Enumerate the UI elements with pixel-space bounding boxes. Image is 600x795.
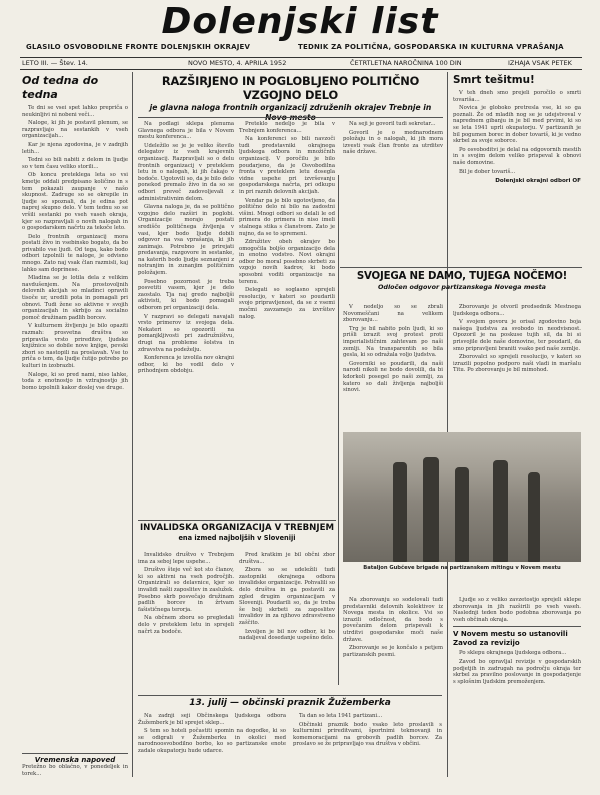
invalidska-title: INVALIDSKA ORGANIZACIJA V TREBNJEM: [139, 523, 334, 533]
paragraph: Po sklepu okrajnega ljudskega odbora...: [459, 650, 567, 657]
paragraph: Preteklo nedeljo je bila v Trebnjem konferenca...: [239, 121, 335, 134]
section-rule: [453, 626, 581, 627]
invalidska-subtitle: ena izmed najboljših v Sloveniji: [178, 534, 296, 542]
photo-caption: Bataljon Gubčeve brigade na partizanskem mitingu v Novem mestu: [363, 565, 561, 571]
section-rule: [138, 695, 442, 696]
invalidska-col-2: Pred kratkim je bil občni zbor društva... Zbora so se udeležili tudi zastopniki okrajnega odbora invalidske organizacije. Pohvalili so delo društva in ga postavili za zgled drugim organizacijam v Sloveniji. Poudarili so, da je treba še bolj skrbeti za zaposlitev invalidov in za njihovo zdravstveno zaščito. Izvoljen je bil nov odbor, ki bo nadaljeval dosedanje uspešno delo.: [239, 552, 335, 642]
main-article-title: RAZŠIRJENO IN POGLOBLJENO POLITIČNO VZGOJNO DELO: [161, 74, 420, 102]
main-article-col-2: Preteklo nedeljo je bila v Trebnjem konferenca... Na konferenci so bili navzoči tudi predstavniki okrajnega ljudskega odbora in množičnih organizacij. V poročilu je bilo poudarjeno, da je Osvobodilna fronta v preteklem letu dosegla vidne uspehe pri izvrševanju gospodarskega načrta, pri odkupu in pri raznih delovnih akcijah. Vendar pa je bilo ugotovljeno, da politično delo ni bilo na zadostni višini. Mnogi odbori so delali le od primera do primera in niso imeli stalnega stika s članstvom. Zato je nujno, da se to spremeni. Združitev obeh okrajev bo omogočila boljšo organizacijo dela in enotno vodstvo. Novi okrajni odbor bo moral posebno skrbeti za vzgojo novih kadrov, ki bodo sposobni voditi organizacije na terenu. Delegati so soglasno sprejeli resolucijo, v kateri so poudarili svojo pripravljenost, da se z vsemi močmi zavzamejo za izvršitev nalog.: [239, 121, 335, 320]
zuzemberk-title: 13. julij — občinski praznik Žužemberka: [189, 698, 391, 708]
zuzemberk-headline-block: [138, 697, 442, 711]
section-rule: [340, 267, 582, 268]
right-top-title: Smrt tešitmu!: [453, 74, 535, 86]
masthead-subtitle-right: TEDNIK ZA POLITIČNA, GOSPODARSKA IN KULTURNA VPRAŠANJA: [298, 43, 564, 51]
issue-place-date: NOVO MESTO, 4. APRILA 1952: [188, 59, 287, 67]
section-rule: [138, 520, 336, 521]
zuzemberk-col-2: Ta dan so leta 1941 partizani... Občinski praznik bodo vsako leto proslavili s kulturnimi prireditvami, športnimi tekmovanji in komemoracijami na grobovih padlih borcev. Za proslavo se že pripravljajo vsa društva v občini.: [293, 713, 442, 748]
issue-info-bar: [20, 57, 582, 70]
main-headline-block: [138, 74, 443, 114]
masthead-subtitle-left: GLASILO OSVOBODILNE FRONTE DOLENJSKIH OKRAJEV: [26, 43, 251, 51]
svojega-col-1: V nedeljo so se zbrali Novomeščani na velikem zborovanju... Trg je bil nabito poln ljudi, ki so prišli izrazit svoj protest proti imperialističnim zahtevam po naši zemlji. Na transparentih so bila gesla, ki so odražala voljo ljudstva. Govorniki so poudarili, da naši narodi nikoli ne bodo dovolili, da bi kdorkoli posegel po naši zemlji, za katero so dali življenja najboljši sinovi.: [343, 304, 443, 394]
invalidska-col-1: Invalidsko društvo v Trebnjem ima za seboj lepe uspehe... Društvo šteje več kot sto članov, ki so aktivni na vseh področjih. Organizirali so delavnice, kjer so invalidi našli zaposlitev in zaslužek. Posebno skrb posvečajo družinam padlih borcev in žrtvam fašističnega terorja. Na občnem zboru so pregledali delo v preteklem letu in sprejeli načrt za bodoče.: [138, 552, 234, 635]
paragraph: Pred kratkim je bil občni zbor društva...: [239, 552, 335, 565]
left-column: [22, 74, 128, 764]
paragraph: Na zadnji seji Občinskega ljudskega odbora Žužemberk je bil sprejet sklep...: [138, 713, 286, 726]
paragraph: Naloge, ki jih je postavil plenum, se razpravljajo na sestankih v vseh organizacijah...: [22, 120, 128, 140]
svojega-subtitle: Odločen odgovor partizanskega Novega mesta: [377, 283, 546, 291]
section-rule: [22, 753, 128, 754]
photo-figure: [423, 457, 439, 562]
paragraph: Zborovanje je otvoril predsednik Mestnega ljudskega odbora...: [453, 304, 581, 317]
zuzemberk-col-1: Na zadnji seji Občinskega ljudskega odbora Žužemberk je bil sprejet sklep... S tem so hoteli počastiti spomin na dogodke, ki so se odigrali v Žužemberku in okolici med narodnoosvobodilno borbo, ko so partizanske enote zadale okupatorju hude udarce.: [138, 713, 286, 754]
svojega-col-2: Zborovanje je otvoril predsednik Mestnega ljudskega odbora... V svojem govoru je orisal zgodovino boja našega ljudstva za svobodo in neodvisnost. Opozoril je na poskuse tujih sil, da bi si prisvojile dele naše domovine, ter poudaril, da smo pripravljeni braniti vsako ped naše zemlje. Zborovalci so sprejeli resolucijo, v kateri so izrazili popolno podporo naši vladi in maršalu Titu. Po zborovanju je bil mimohod.: [453, 304, 581, 374]
svojega-title: SVOJEGA NE DAMO, TUJEGA NOČEMO!: [356, 271, 568, 282]
svojega-headline-block: [343, 270, 581, 302]
section-rule: [138, 117, 443, 118]
main-article-col-1: Na podlagi sklepa plenuma Glavnega odbora je bila v Novem mestu konferenca... Udeležilo se je je veliko število delegatov iz vseh krajevnih organizacij. Razpravljali so o delu frontnih organizacij v preteklem letu in o nalogah, ki jih čakajo v bodoče. Ugotovili so, da je bilo delo ponekod premalo živo in da so se odbori preveč zadovoljevali z administrativnim delom. Glavna naloga je, da se politično vzgojno delo razširi in poglobi. Organizacije morajo postati središče političnega življenja v vasi, kjer bodo ljudje dobili odgovor na vsa vprašanja, ki jih zanimajo. Potrebno je prirejati predavanja, razgovore in sestanke, na katerih bodo ljudje seznanjeni z notranjim in zunanjim političnim položajem. Posebno pozornost je treba posvetiti vasem, kjer je delo zaostalo. Tja naj gredo najboljši aktivisti, ki bodo pomagali odborom pri organizaciji dela. V razpravi so delegati navajali vrsto primerov iz svojega dela. Nekateri so opozorili na pomanjkljivosti pri zadružništvu, drugi na probleme šolstva in zdravstva na podeželju. Konferenca je izvolila nov okrajni odbor, ki bo vodil delo v prihodnjem obdobju.: [138, 121, 234, 375]
photo-figure: [528, 472, 540, 562]
paragraph: Ta dan so leta 1941 partizani...: [299, 713, 383, 719]
left-article-body: Te dni se vsei spet lahko prepriča o neukinljivi ni nobeni veči... Naloge, ki jih je postavil plenum, se razpravljajo na sestankih v vseh organizacijah... Kar je njena zgodovina, je v zadnjih letih... Tedni so bili nabiti z delom in ljudje so v tem času veliko storili... Ob koncu preteklega leta so vsi kmetje oddali predpisano količino in s tem pokazali zaupanje v našo skupnost. Zadruge so se okrepile in ljudje so spoznali, da je edina pot naprej skupno delo. V tem tednu so se vršili sestanki po vseh vaseh okraja, kjer so razpravljali o novih nalogah in o gospodarskem načrtu za tekoče leto. Delo frontnih organizacij mora postati živo in vsebinsko bogato, da bo privabilo vse ljudi. Od tega, kako bodo odbori izpolnili te naloge, je odvisno mnogo. Zato naj vsak član razmisli, kaj lahko sam doprinese. Mladina se je lotila dela z velikim navdušenjem. Na prostovoljnih delovnih akcijah so mladinci opravili tisoče ur, uredili pota in pomagali pri obnovi. Tudi žene so aktivne v svojih organizacijah in skrbijo za socialno pomoč družinam padlih borcev. V kulturnem življenju je bilo opaziti razmah: prosvetna društva so pripravila vrsto prireditev, ljudske knjižnice so dobile nove knjige, pevski zbori so nastopili na proslavah. Vse to priča o tem, da ljudje čutijo potrebo po kulturi in izobrazbi. Naloge, ki so pred nami, niso lahke, toda z enotnostjo in vztrajnostjo jih bomo izpolnili kakor doslej vse druge.: [22, 105, 128, 391]
right-bottom-col-1: Na zborovanju so sodelovali tudi predstavniki delovnih kolektivov iz Novega mesta in okolice. Vsi so izrazili odločnost, da bodo s povečanim delom prispevali k utrditvi gospodarske moči naše države. Zborovanje se je končalo s petjem partizanskih pesmi.: [343, 597, 443, 658]
column-rule: [447, 72, 448, 777]
photo-figure: [393, 462, 407, 562]
main-article-col-3: Na seji je govoril tudi sekretar... Govoril je o mednarodnem položaju in o nalogah, ki jih mora izvesti vsak član fronte za utrditev naše države.: [343, 121, 443, 156]
left-article-title: Od tedna do tedna: [22, 74, 99, 101]
column-rule: [132, 72, 133, 777]
newspaper-title: Dolenjski list: [161, 1, 439, 42]
subscription-price: ČETRTLETNA NAROČNINA 100 DIN: [350, 59, 462, 67]
photo-figure: [493, 460, 508, 562]
main-article-subtitle: je glavna naloga frontnih organizacij združenih okrajev Trebnje in: [149, 103, 432, 112]
photo-figure: [455, 467, 469, 562]
paragraph: Invalidsko društvo v Trebnjem ima za seboj lepe uspehe...: [138, 552, 234, 565]
paragraph: Te dni se vsei spet lahko prepriča o neukinljivi ni nobeni veči...: [22, 105, 128, 118]
right-bottom-column: [453, 597, 581, 787]
right-bottom-title: V Novem mestu so ustanovili Zavod za revizijo: [453, 630, 568, 648]
paragraph: Kar je njena zgodovina, je v zadnjih letih...: [22, 141, 128, 155]
column-rule: [338, 175, 339, 685]
paragraph: Na seji je govoril tudi sekretar...: [349, 121, 436, 127]
right-top-signature: Dolenjski okrajni odbori OF: [495, 178, 581, 185]
right-top-body: V teh dneh smo prejeli poročilo o smrti tovariša... Novica je globoko pretresla vse, ki so ga poznali. Že od mladih nog se je udejstvoval v naprednem gibanju in je bil med prvimi, ki so se leta 1941 uprli okupatorju. V partizanih je bil pogumen borec in dober tovariš, ki je vedno skrbel za svoje soborce. Po osvoboditvi je delal na odgovornih mestih in s svojim delom veliko prispeval k obnovi naše domovine. Bil je dober tovariš...: [453, 90, 581, 175]
publication-frequency: IZHAJA VSAK PETEK: [508, 59, 572, 67]
invalidska-headline-block: [138, 523, 336, 549]
weather-box: [22, 756, 128, 786]
weather-title: Vremenska napoved: [34, 756, 116, 764]
paragraph: Bil je dober tovariš...: [459, 168, 516, 175]
paragraph: Tedni so bili nabiti z delom in ljudje so v tem času veliko storili...: [22, 157, 128, 170]
right-bottom-lead: Ljudje so z veliko zavzetostjo sprejeli sklepe zborovanja in jih razširili po vseh vaseh. Naslednji teden bodo podobna zborovanja po vseh občinah okraja.: [453, 597, 581, 623]
paragraph: V teh dneh smo prejeli poročilo o smrti tovariša...: [453, 90, 581, 103]
right-bottom-body: Po sklepu okrajnega ljudskega odbora... Zavod bo opravljal revizije v gospodarskih podjetjih in zadrugah na področju okraja ter skrbel za pravilno poslovanje in gospodarjenje s splošnim ljudskim premoženjem.: [453, 650, 581, 685]
paragraph: Na podlagi sklepa plenuma Glavnega odbora je bila v Novem mestu konferenca...: [138, 121, 234, 141]
paragraph: V nedeljo so se zbrali Novomeščani na velikem zborovanju...: [343, 304, 443, 324]
issue-number: LETO III. — Štev. 14.: [22, 59, 88, 67]
weather-text: Pretežno bo oblačno, v ponedeljek in torek...: [22, 764, 128, 777]
masthead: [0, 0, 600, 52]
right-top-article: [453, 74, 581, 264]
news-photo: [343, 432, 581, 562]
